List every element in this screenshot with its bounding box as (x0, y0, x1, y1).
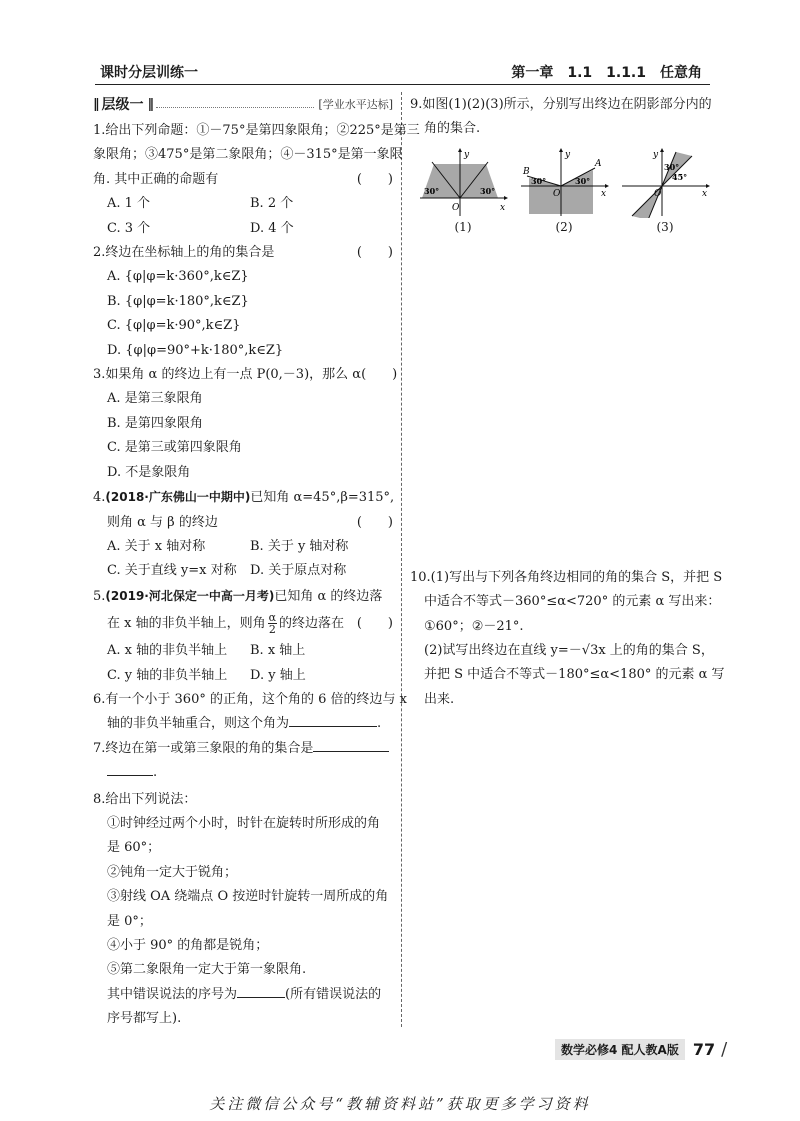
figure-1-diagram (418, 148, 508, 218)
question-10 (410, 566, 725, 712)
q5-option-a: A. x 轴的非负半轴上 (107, 643, 228, 659)
q4-source: (2018·广东佛山一中期中) (105, 490, 251, 505)
q2-option-c: C. {φ|φ=k·90°,k∈Z} (107, 318, 241, 334)
q3-option-b: B. 是第四象限角 (107, 415, 203, 431)
fig2-caption: (2) (555, 219, 573, 234)
q6-line-1: 6.有一个小于 360° 的正角，这个角的 6 倍的终边与 x (93, 691, 407, 707)
q5-stem-2b: 的终边落在 (279, 615, 345, 631)
q8-line-answer (93, 983, 393, 1007)
q1-option-d: D. 4 个 (250, 220, 294, 236)
q3-option-a: A. 是第三象限角 (107, 391, 203, 407)
q1-options-row-2 (93, 217, 393, 241)
question-4 (93, 485, 393, 584)
q8-line-end: 序号都写上). (107, 1011, 182, 1027)
q2-line-1 (93, 241, 393, 265)
q8-answer-prompt: 其中错误说法的序号为 (107, 986, 238, 1002)
q5-number: 5. (93, 588, 106, 604)
q9-figure-2 (519, 148, 609, 234)
q7-end: . (153, 765, 158, 781)
column-divider (401, 92, 402, 1027)
q5-frac-den: 2 (268, 622, 276, 636)
page-slash: / (721, 1039, 728, 1060)
q7-stem: 7.终边在第一或第三象限的角的集合是 (93, 740, 314, 756)
q4-line-2 (93, 511, 393, 535)
fig2-label-y: y (565, 149, 571, 160)
footer-badge (555, 1039, 727, 1060)
q4-line-1 (93, 485, 393, 510)
q4-option-d: D. 关于原点对称 (250, 563, 347, 579)
level-tag-text: 学业水平达标 (322, 98, 389, 111)
q1-line-1: 1.给出下列命题：①－75°是第四象限角；②225°是第三 (93, 123, 420, 138)
q10-line-4: (2)试写出终边在直线 y=－√3x 上的角的集合 S， (424, 643, 714, 659)
q8-statement-5: ⑤第二象限角一定大于第一象限角. (107, 962, 307, 978)
q6-answer-blank[interactable] (289, 713, 377, 727)
q7-answer-blank-2[interactable] (107, 762, 153, 776)
fig1-angle-left: 30° (424, 185, 440, 196)
q7-answer-blank-1[interactable] (313, 738, 389, 752)
fig3-label-o: O (654, 188, 662, 199)
q10-line-3: ①60°；②－21°. (424, 618, 524, 634)
q6-stem-2: 轴的非负半轴重合，则这个角为 (107, 716, 290, 732)
q8-statement-3a: ③射线 OA 绕端点 O 按逆时针旋转一周所成的角 (107, 889, 389, 905)
level-mark-right: ‖ (147, 96, 152, 112)
q9-figure-3 (620, 148, 710, 234)
fig3-label-x: x (702, 188, 708, 199)
level-tag: [学业水平达标] (318, 98, 393, 111)
q9-line-2: 角的集合. (424, 121, 481, 137)
q3-option-d: D. 不是象限角 (107, 464, 191, 480)
q4-option-c: C. 关于直线 y=x 对称 (107, 563, 237, 579)
question-5 (93, 584, 393, 688)
question-8 (93, 788, 393, 1032)
q5-answer-paren: ( ) (356, 615, 393, 631)
fig3-caption: (3) (656, 219, 674, 234)
level-bar (93, 93, 393, 115)
q9-figure-1 (418, 148, 508, 234)
level-mark-left: ‖ (93, 96, 98, 112)
q4-number: 4. (93, 490, 106, 506)
left-column (93, 93, 420, 1032)
q5-frac-num: α (268, 610, 277, 624)
level-dots (156, 100, 314, 108)
q2-stem: 2.终边在坐标轴上的角的集合是 (93, 245, 275, 261)
question-1 (93, 119, 420, 241)
header-rule (95, 84, 710, 85)
q1-option-c: C. 3 个 (107, 220, 151, 236)
q9-line-1: 9.如图(1)(2)(3)所示，分别写出终边在阴影部分内的 (410, 97, 712, 112)
q1-option-b: B. 2 个 (250, 196, 294, 212)
q5-stem-2a: 在 x 轴的非负半轴上，则角 (107, 615, 266, 631)
q10-line-5: 并把 S 中适合不等式－180°≤α<180° 的元素 α 写 (424, 667, 725, 683)
fig1-angle-right: 30° (480, 185, 496, 196)
fig2-label-a: A (595, 158, 602, 169)
footer-book-label: 数学必修4 配人教A版 (555, 1039, 685, 1060)
fig3-angle-45: 45° (672, 171, 688, 182)
bottom-watermark-note: 关注微信公众号“教辅资料站”获取更多学习资料 (209, 1095, 591, 1113)
page-number: 77 (692, 1040, 716, 1059)
q8-statement-2: ②钝角一定大于锐角； (107, 864, 238, 880)
q2-option-b: B. {φ|φ=k·180°,k∈Z} (107, 293, 249, 309)
fig3-label-y: y (653, 149, 659, 160)
q2-option-d: D. {φ|φ=90°+k·180°,k∈Z} (107, 342, 284, 358)
right-column (410, 93, 725, 712)
q8-statement-3b: 是 0°； (107, 913, 152, 929)
fig1-label-x: x (500, 202, 506, 213)
q3-line-1 (93, 363, 398, 387)
q6-end: . (377, 716, 382, 732)
fig1-label-o: O (452, 202, 460, 213)
fig2-angle-left: 30° (531, 175, 547, 186)
fig2-label-o: O (553, 188, 561, 199)
question-6 (93, 688, 407, 737)
q1-line-2: 象限角；③475°是第二象限角；④－315°是第一象限 (93, 147, 403, 163)
q2-answer-paren: ( ) (356, 245, 393, 261)
q1-options-row-1 (93, 192, 393, 216)
q8-answer-note: (所有错误说法的 (285, 986, 382, 1002)
q5-stem-1: 已知角 α 的终边落 (274, 588, 383, 604)
figure-2-diagram (519, 148, 609, 218)
fig1-caption: (1) (454, 219, 472, 234)
q4-options-row-1 (93, 535, 393, 559)
fig3-angle-30: 30° (664, 161, 680, 172)
q8-line-1: 8.给出下列说法： (93, 791, 197, 807)
q5-option-d: D. y 轴上 (250, 667, 306, 683)
fig2-label-x: x (601, 188, 607, 199)
q8-statement-4: ④小于 90° 的角都是锐角； (107, 938, 269, 953)
q1-line-3 (93, 168, 393, 192)
fig1-label-y: y (464, 149, 470, 160)
q1-answer-paren: ( ) (356, 171, 393, 187)
q10-line-6: 出来. (424, 691, 455, 707)
q8-answer-blank[interactable] (237, 984, 285, 998)
q3-option-c: C. 是第三或第四象限角 (107, 440, 242, 456)
q4-stem-1: 已知角 α=45°,β=315°, (250, 490, 395, 506)
q8-statement-1b: 是 60°； (107, 840, 161, 856)
q5-source: (2019·河北保定一中高一月考) (105, 588, 275, 603)
q8-statement-1a: ①时钟经过两个小时，时针在旋转时所形成的角 (107, 815, 381, 831)
q4-options-row-2 (93, 559, 393, 583)
header-left-title: 课时分层训练一 (100, 65, 198, 81)
header-chapter-title: 第一章 1.1 1.1.1 任意角 (511, 65, 702, 81)
question-3 (93, 363, 398, 485)
q4-stem-2: 则角 α 与 β 的终边 (107, 514, 218, 530)
q4-option-a: A. 关于 x 轴对称 (107, 538, 206, 554)
q10-line-1: 10.(1)写出与下列各角终边相同的角的集合 S，并把 S (410, 569, 723, 585)
level-title: 层级一 (101, 97, 144, 113)
fig2-label-b: B (523, 166, 530, 177)
q5-options-row-1 (93, 639, 393, 663)
q2-option-a: A. {φ|φ=k·360°,k∈Z} (107, 269, 249, 285)
q1-option-a: A. 1 个 (107, 196, 151, 212)
q5-line-1 (93, 584, 393, 609)
q5-options-row-2 (93, 664, 393, 688)
q9-figures (418, 148, 710, 234)
question-9 (410, 93, 710, 142)
q3-stem: 3.如果角 α 的终边上有一点 P(0,－3)，那么 α (93, 367, 362, 383)
q5-option-c: C. y 轴的非负半轴上 (107, 667, 228, 683)
figure-3-diagram (620, 148, 710, 218)
q4-option-b: B. 关于 y 轴对称 (250, 538, 349, 554)
q5-line-2 (93, 609, 393, 639)
q6-line-2 (93, 712, 393, 736)
q1-line-3-text: 角. 其中正确的命题有 (93, 171, 219, 187)
q5-fraction (268, 612, 277, 635)
question-7 (93, 737, 393, 786)
question-2 (93, 241, 393, 363)
q4-answer-paren: ( ) (356, 514, 393, 530)
fig2-angle-right: 30° (575, 175, 591, 186)
q7-line-2 (93, 761, 393, 785)
q5-option-b: B. x 轴上 (250, 643, 306, 659)
q3-answer-paren: ( ) (361, 367, 398, 383)
q10-line-2: 中适合不等式－360°≤α<720° 的元素 α 写出来： (424, 594, 721, 610)
q7-line-1 (93, 737, 393, 761)
